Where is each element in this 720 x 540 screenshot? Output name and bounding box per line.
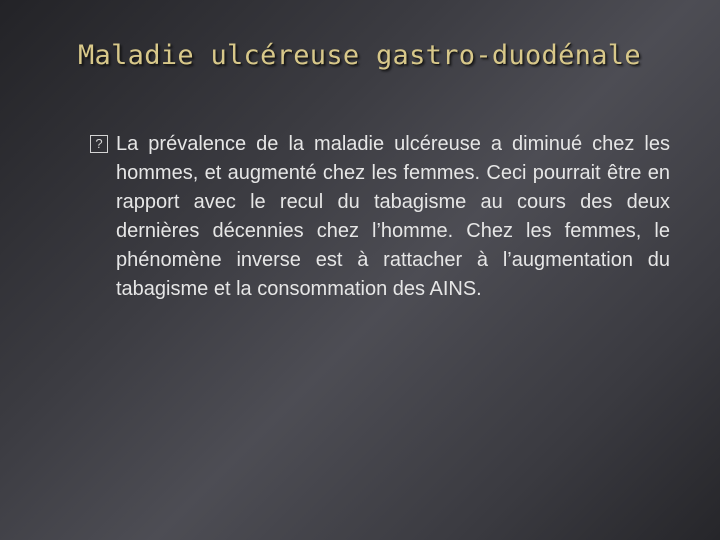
bullet-square-icon: ? bbox=[90, 135, 108, 153]
slide-body bbox=[90, 130, 670, 304]
bullet-text: La prévalence de la maladie ulcéreuse a diminué chez les hommes, et augmenté chez les femmes. Ceci pourrait être en rapport avec le recul du tabagisme au cours des deux dernières décennies chez l’homme. Chez les femmes, le phénomène inverse est à rattacher à l’augmentation du tabagisme et la consommation des AINS. bbox=[116, 133, 670, 300]
bullet-item bbox=[90, 130, 670, 304]
slide-title: Maladie ulcéreuse gastro-duodénale bbox=[78, 40, 641, 71]
